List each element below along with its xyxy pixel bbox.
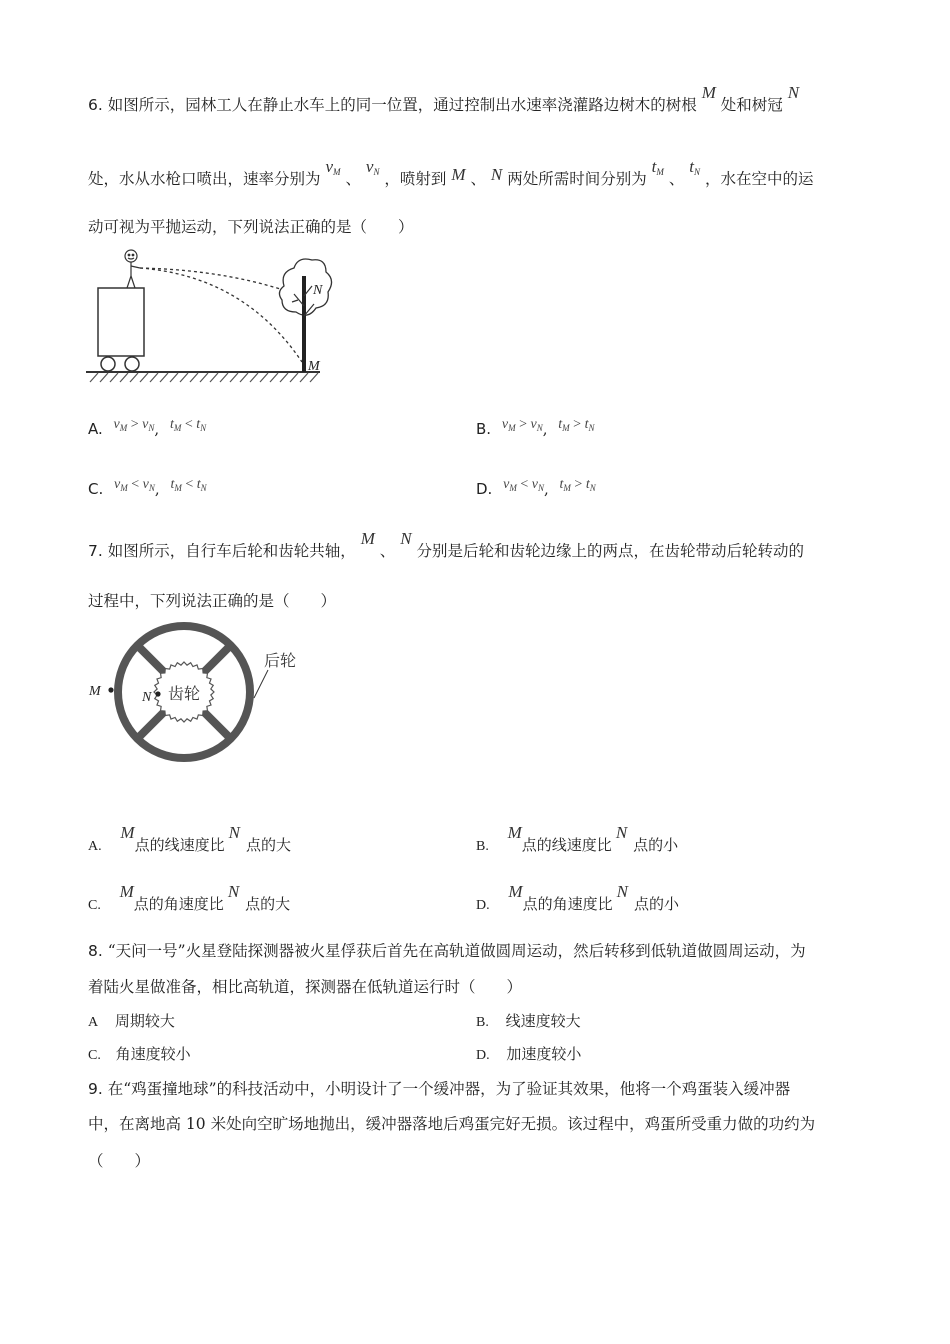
q9-text-1: 在“鸡蛋撞地球”的科技活动中，小明设计了一个缓冲器，为了验证其效果，他将一个鸡蛋装入缓冲器 [107,1080,791,1098]
q6-text-3: 动可视为平抛运动，下列说法正确的是（ ） [88,218,414,236]
option-math-t: $t_M < t_N$ [170,477,207,493]
q8-option-c[interactable]: C. 角速度较小 [88,1045,191,1063]
q6-text-2a: 处，水从水枪口喷出，速率分别为 [88,170,321,188]
q8-option-d[interactable]: D. 加速度较小 [476,1045,582,1063]
fig-label-m: M [308,359,320,374]
option-label: B. [476,420,492,438]
option-math: $v_M < v_N$ [503,477,544,493]
q8-option-b[interactable]: B. 线速度较大 [476,1012,581,1030]
q7-text-2: 过程中，下列说法正确的是（ ） [88,592,337,610]
point-m-dot [108,687,113,692]
rear-wheel-label: 后轮 [264,653,297,670]
rear-wheel-pointer [254,670,268,698]
question-number: 8. [88,942,103,960]
q8-line-2 [88,976,522,998]
q7-text-1b: 分别是后轮和齿轮边缘上的两点，在齿轮带动后轮转动的 [416,542,805,560]
q8-text-1: “天问一号”火星登陆探测器被火星俘获后首先在高轨道做圆周运动，然后转移到低轨道做圆周运动，为 [107,942,806,960]
truck-wheel-right [125,357,139,371]
truck-wheel-left [101,357,115,371]
q6-option-d[interactable]: D. $v_M < v_N$, $t_M > t_N$ [476,477,596,498]
worker-figure [125,250,140,288]
q6-option-b[interactable]: B. $v_M > v_N$, $t_M > t_N$ [476,417,595,438]
q6-figure [84,246,334,384]
q6-var-tn: $t_N$ [689,157,701,177]
q7-line-1 [88,529,805,562]
q6-text-2c: 两处所需时间分别为 [507,170,647,188]
q7-var-n: N [400,529,412,548]
q6-var-n2: N [490,165,503,184]
q6-option-a[interactable]: A. $v_M > v_N$, $t_M < t_N$ [88,417,207,438]
q6-text-2d: ，水在空中的运 [704,170,814,188]
trajectory-to-m [140,268,302,362]
q6-sep-3: 、 [668,170,685,188]
q8-text-2: 着陆火星做准备，相比高轨道，探测器在低轨道运行时（ ） [88,978,523,996]
fig-label-n: N [313,283,323,298]
q6-var-m2: M [451,165,466,184]
q6-option-c[interactable]: C. $v_M < v_N$, $t_M < t_N$ [88,477,207,498]
q7-var-m: M [360,529,375,548]
q7-figure [84,620,314,772]
option-math: $v_M < v_N$ [114,477,155,493]
option-math-t: $t_M < t_N$ [169,417,207,433]
q9-text-3: （ ） [88,1152,151,1170]
q9-text-2: 中，在离地高 10 米处向空旷场地抛出，缓冲器落地后鸡蛋完好无损。该过程中，鸡蛋所受重力做的功约为 [88,1115,816,1133]
q8-line-1 [88,940,806,962]
question-number: 6. [88,96,103,114]
q9-line-2 [88,1113,815,1135]
q6-text-2b: ，喷射到 [384,170,447,188]
point-n-dot [155,691,160,696]
q6-var-m: M [701,83,716,102]
fig-label-m: M [89,684,101,699]
option-math-t: $t_M > t_N$ [558,417,595,433]
option-math-t: $t_M > t_N$ [559,477,596,493]
q6-text-1: 如图所示，园林工人在静止水车上的同一位置，通过控制出水速率浇灌路边树木的树根 [107,96,697,114]
q6-sep-1: 、 [345,170,361,188]
option-label: C. [88,480,104,498]
option-label: A. [88,420,103,438]
q7-option-a[interactable]: A. M点的线速度比N点的大 [88,823,291,854]
q7-option-d[interactable]: D. M点的角速度比N点的小 [476,882,679,913]
q7-option-b[interactable]: B. M点的线速度比N点的小 [476,823,679,854]
q6-text-mid: 处和树冠 [720,96,783,114]
q9-line-3 [88,1150,150,1172]
q7-option-c[interactable]: C. M点的角速度比N点的大 [88,882,291,913]
q6-line-2 [88,157,814,195]
q6-sep-2: 、 [470,170,486,188]
gear-label: 齿轮 [167,686,201,703]
option-math: $v_M > v_N$ [113,417,155,433]
q8-option-a[interactable]: A 周期较大 [88,1012,175,1030]
q6-var-n: N [787,83,800,102]
q7-line-2 [88,590,336,612]
q6-var-vm: $v_M$ [325,157,341,177]
q6-line-1 [88,83,800,116]
q6-line-3 [88,216,414,238]
q6-var-tm: $t_M$ [651,157,664,177]
q9-line-1 [88,1078,790,1100]
question-number: 9. [88,1080,103,1098]
question-number: 7. [88,542,103,560]
q7-sep: 、 [379,542,396,560]
option-label: D. [476,480,493,498]
fig-label-n: N [142,690,152,705]
q6-var-vn: $v_N$ [365,157,380,177]
option-math: $v_M > v_N$ [501,417,543,433]
q7-text-1a: 如图所示，自行车后轮和齿轮共轴， [107,542,356,560]
ground-hatch [90,373,318,382]
water-truck [98,288,144,356]
